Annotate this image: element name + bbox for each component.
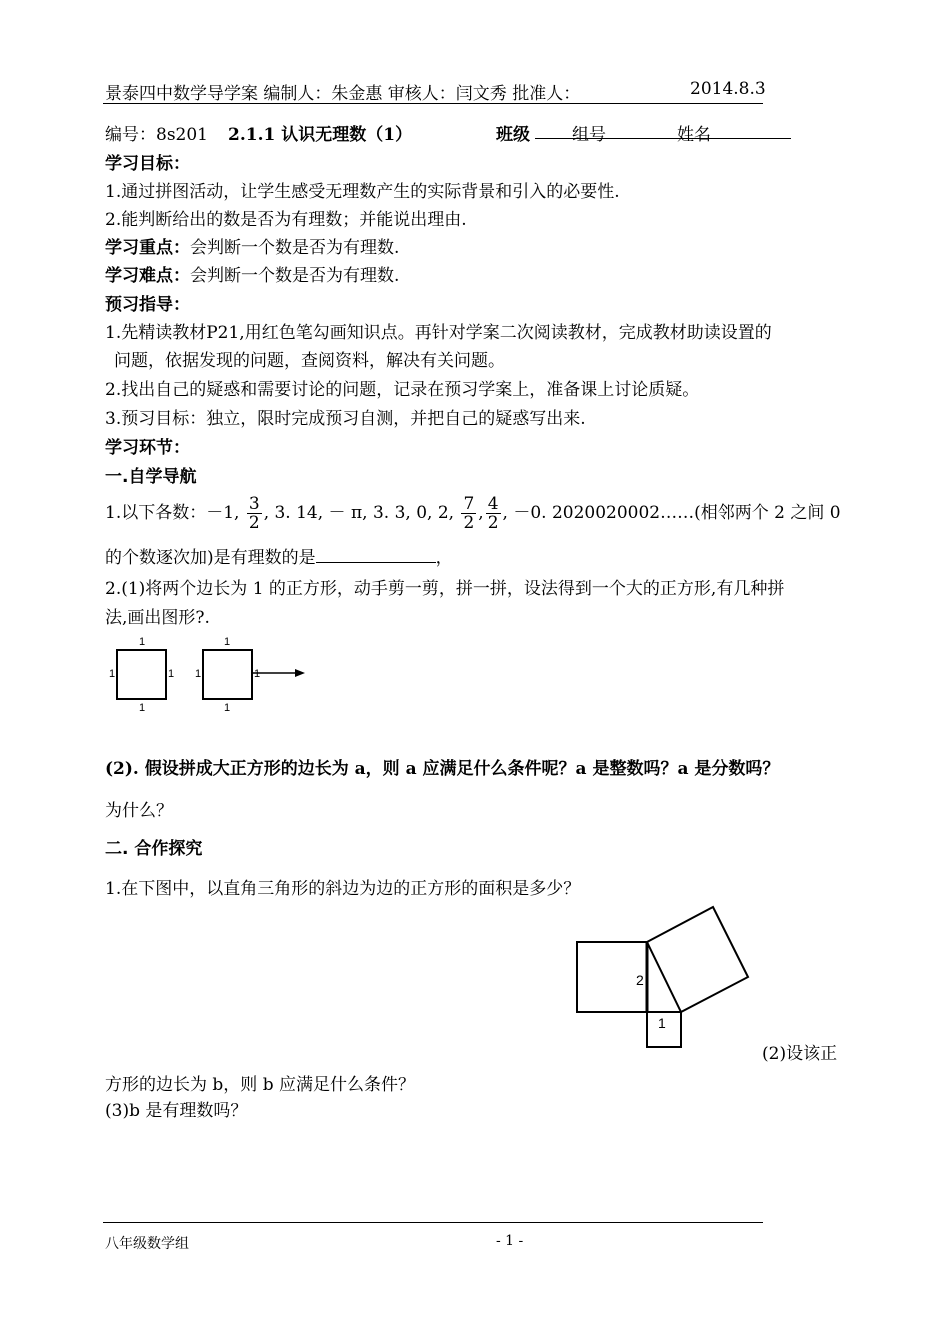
key-point [105, 233, 399, 258]
two-squares-figure [100, 630, 320, 720]
section2-q3: (3)b 是有理数吗？ [105, 1101, 248, 1121]
q1-suffix: , －0. 2020020002……(相邻两个 2 之间 0 [502, 503, 841, 523]
header-title: 景泰四中数学导学案 编制人：朱金惠 审核人：闫文秀 批准人： [105, 84, 581, 104]
section1-q2b-line2: 为什么？ [105, 801, 173, 821]
label-bottom-2: 1 [224, 702, 231, 714]
fraction-3-2: $\frac{3}{2}$ [248, 494, 260, 533]
key-point-label: 学习重点： [105, 238, 190, 258]
footer-page: - 1 - [496, 1233, 524, 1249]
answer-blank[interactable] [316, 544, 436, 563]
label-left-2: 1 [195, 668, 202, 680]
q2b-text: (2). 假设拼成大正方形的边长为 a，则 a 应满足什么条件呢？a 是整数吗？a 是分数吗？ [105, 759, 780, 779]
preview-item-3: 3.预习目标：独立，限时完成预习自测，并把自己的疑惑写出来. [105, 409, 586, 429]
steps-heading: 学习环节： [105, 438, 190, 458]
label-1: 1 [658, 1015, 666, 1031]
section1-q2b-line1 [105, 754, 779, 779]
section2-q1: 1.在下图中，以直角三角形的斜边为边的正方形的面积是多少？ [105, 879, 581, 899]
section2-heading: 二. 合作探究 [105, 839, 203, 859]
name-label: 姓名 [677, 125, 711, 145]
difficulty [105, 261, 399, 286]
class-label: 班级 [496, 125, 530, 145]
fraction-7-2: $\frac{7}{2}$ [463, 494, 475, 533]
key-point-text: 会判断一个数是否为有理数. [190, 238, 400, 258]
section2-q2-part2: 方形的边长为 b，则 b 应满足什么条件？ [105, 1075, 415, 1095]
objectives-heading: 学习目标： [105, 154, 190, 174]
difficulty-label: 学习难点： [105, 266, 190, 286]
label-top-2: 1 [224, 636, 231, 648]
section1-q2-line2: 法,画出图形?. [105, 608, 210, 628]
preview-item-1-cont: 问题，依据发现的问题，查阅资料，解决有关问题。 [114, 351, 505, 371]
hypotenuse-square [647, 907, 748, 1012]
header-date: 2014.8.3 [690, 79, 766, 99]
objective-1: 1.通过拼图活动，让学生感受无理数产生的实际背景和引入的必要性. [105, 182, 620, 202]
footer-rule [103, 1222, 763, 1223]
q1-mid: , 3. 14, － π, 3. 3, 0, 2, [263, 503, 455, 523]
section2-q2-part1: (2)设该正 [762, 1044, 838, 1064]
arrow-head [295, 669, 305, 677]
preview-heading: 预习指导： [105, 295, 190, 315]
fraction-4-2: $\frac{4}{2}$ [487, 494, 499, 533]
unit-square-2 [203, 650, 252, 699]
lesson-title: 2.1.1 认识无理数（1） [228, 125, 413, 145]
q1-prefix: 1.以下各数：－1, [105, 503, 240, 523]
label-right-2: 1 [254, 668, 261, 680]
objective-2: 2.能判断给出的数是否为有理数；并能说出理由. [105, 210, 467, 230]
section1-q1: 1.以下各数：－1, $\frac{3}{2}$ , 3. 14, － π, 3. 3, 0, 2, $\frac{7}{2}$ , $\frac{4}{2}$ , －0. 2020020002……(相邻两个 2 之间 0 [105, 494, 841, 533]
triangle-squares-figure [570, 900, 760, 1050]
group-label: 组号 [572, 125, 606, 145]
preview-item-2: 2.找出自己的疑惑和需要讨论的问题，记录在预习学案上，准备课上讨论质疑。 [105, 380, 700, 400]
section1-q2-line1: 2.(1)将两个边长为 1 的正方形，动手剪一剪，拼一拼，设法得到一个大的正方形,有几种拼 [105, 579, 785, 599]
label-2: 2 [636, 972, 644, 988]
label-right-1: 1 [168, 668, 175, 680]
footer-group: 八年级数学组 [105, 1236, 189, 1252]
doc-code: 编号：8s201 [105, 125, 208, 145]
label-left-1: 1 [109, 668, 116, 680]
header-rule [103, 103, 763, 104]
preview-item-1: 1.先精读教材P21,用红色笔勾画知识点。再针对学案二次阅读教材，完成教材助读设置的 [105, 323, 772, 343]
section1-q1-line2: 的个数逐次加)是有理数的是 ， [105, 543, 453, 568]
section1-heading: 一.自学导航 [105, 467, 197, 487]
label-top-1: 1 [139, 636, 146, 648]
unit-square-1 [117, 650, 166, 699]
label-bottom-1: 1 [139, 702, 146, 714]
difficulty-text: 会判断一个数是否为有理数. [190, 266, 400, 286]
